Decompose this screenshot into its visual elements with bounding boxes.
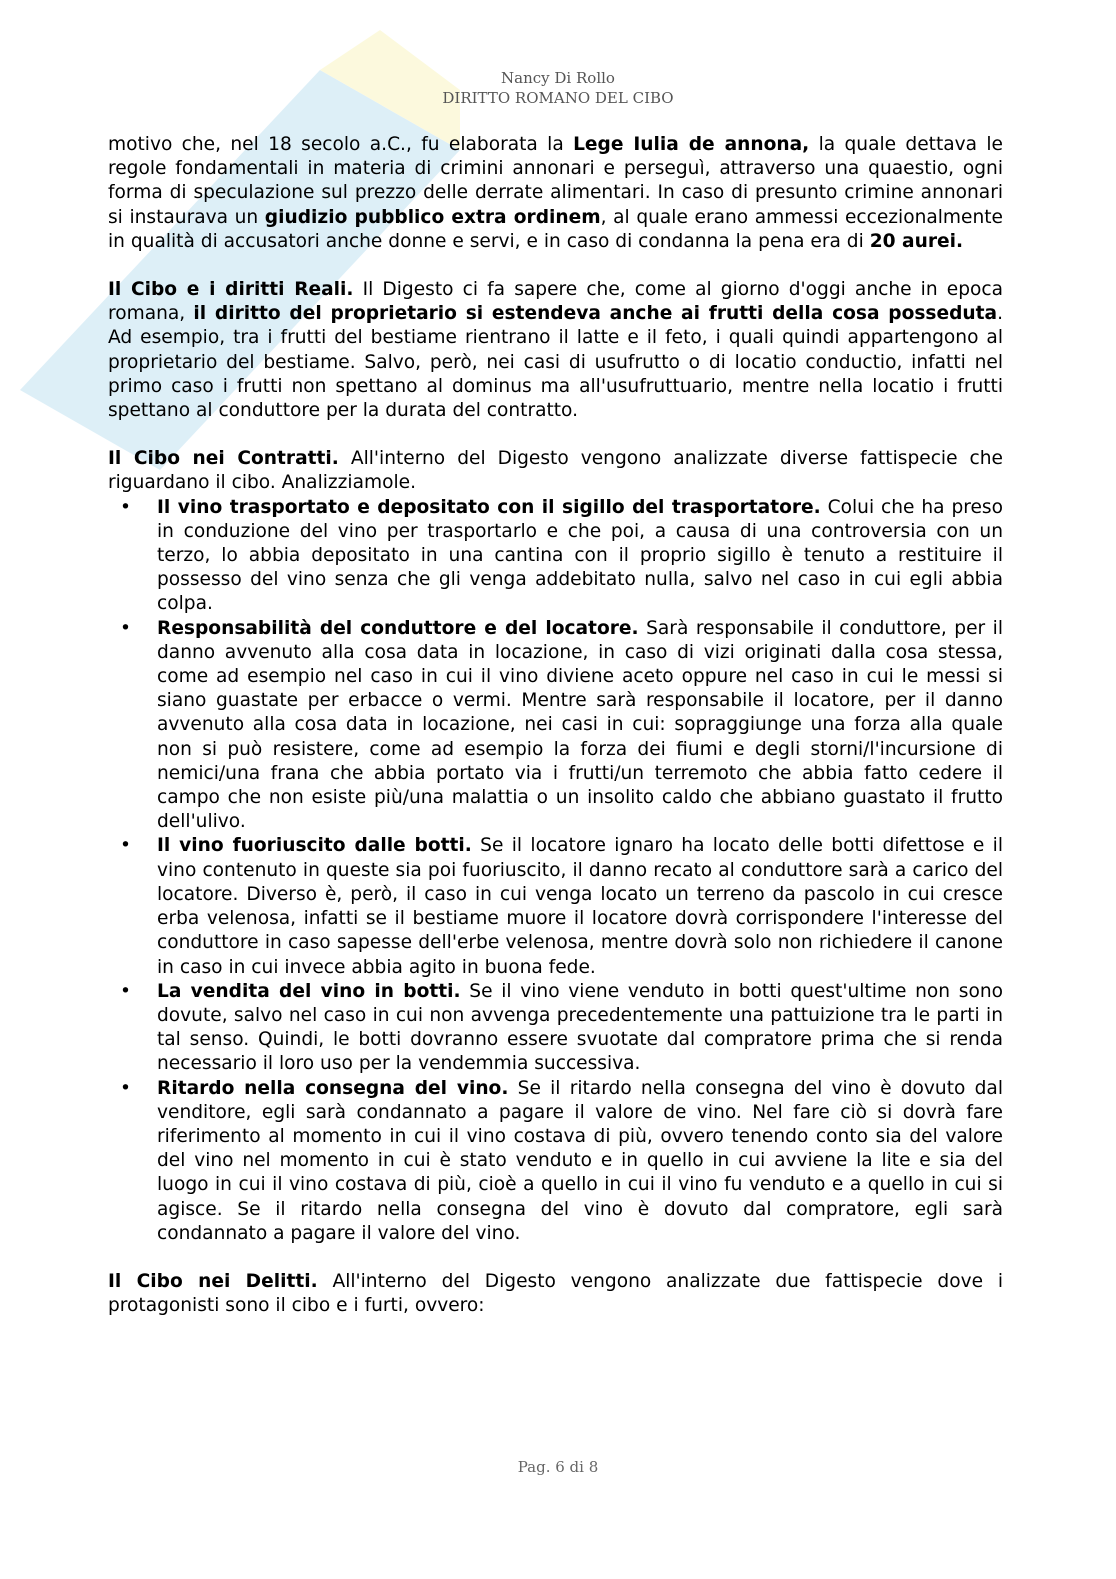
list-item-text: Se il ritardo nella consegna del vino è dovuto dal venditore, egli sarà condannato a pagare il valore de vino. Nel fare ciò si dovrà fare riferimento al momento in cui il vino costava di più, ovvero tenendo conto sia del valore del vino nel momento in cui è stato venduto e in quello in cui avviene la lite e sia del luogo in cui il vino costava di più, cioè a quello in cui il vino fu venduto e a quello in cui si agisce. Se il ritardo nella consegna del vino è dovuto dal compratore, egli sarà condannato a pagare il valore del vino.	[157, 1077, 1003, 1244]
list-item-title: Il vino fuoriuscito dalle botti.	[157, 835, 472, 857]
bullet-icon: •	[120, 617, 131, 639]
list-item	[108, 617, 1003, 835]
bullet-icon: •	[120, 1077, 131, 1099]
delitti-paragraph	[108, 1270, 1003, 1318]
list-item-title: Il vino trasportato e depositato con il sigillo del trasportatore.	[157, 496, 821, 518]
header-course-title: DIRITTO ROMANO DEL CIBO	[442, 89, 674, 107]
list-item-title: Ritardo nella consegna del vino.	[157, 1077, 509, 1099]
list-item	[108, 980, 1003, 1077]
list-item	[108, 1077, 1003, 1246]
list-item-title: La vendita del vino in botti.	[157, 980, 461, 1002]
reali-text-1: Il Digesto ci fa sapere che, come al giorno d'oggi anche in epoca romana,	[108, 279, 1003, 325]
reali-heading: Il Cibo e i diritti Reali.	[108, 279, 354, 301]
list-item-title: Responsabilità del conduttore e del locatore.	[157, 617, 639, 639]
intro-bold-1: Lege Iulia de annona,	[573, 134, 810, 155]
bullet-icon: •	[120, 496, 131, 518]
page-header	[0, 68, 1116, 108]
list-item-text: Sarà responsabile il conduttore, per il danno avvenuto alla cosa data in locazione, in caso di vizi originati dalla cosa stessa, come ad esempio nel caso in cui il vino diviene aceto oppure nel caso in cui le messi si siano guastate per erbacce o vermi. Mentre sarà responsabile il locatore, per il danno avvenuto alla cosa data in locazione, nei casi in cui: sopraggiunge una forza alla quale non si può resistere, come ad esempio la forza dei fiumi e degli storni/l'incursione di nemici/una frana che abbia portato via i frutti/un terremoto che abbia fatto cedere il campo che non esiste più/una malattia o un insolito caldo che abbiano guastato il frutto dell'ulivo.	[157, 617, 1004, 833]
contratti-paragraph	[108, 447, 1003, 495]
reali-bold-1: il diritto del proprietario si estendeva anche ai frutti della cosa posseduta	[193, 303, 998, 325]
intro-paragraph	[108, 133, 1003, 254]
intro-text-3: , al quale erano ammessi eccezionalmente in qualità di accusatori anche donne e servi, e in caso di condanna la pena era di	[108, 206, 1003, 252]
list-item	[108, 496, 1003, 617]
list-item-text: Se il vino viene venduto in botti quest'ultime non sono dovute, salvo nel caso in cui non avvenga precedentemente una pattuizione tra le parti in tal senso. Quindi, le botti dovranno essere svuotate dal compratore prima che si renda necessario il loro uso per la vendemmia successiva.	[157, 980, 1003, 1075]
intro-text-2: la quale dettava le regole fondamentali in materia di crimini annonari e perseguì, attraverso una quaestio, ogni forma di speculazione sul prezzo delle derrate alimentari. In caso di presunto crimine annonari si instaurava un	[108, 134, 1003, 228]
bullet-icon: •	[120, 980, 131, 1002]
contratti-list	[108, 496, 1003, 1246]
list-item-text: Se il locatore ignaro ha locato delle botti difettose e il vino contenuto in queste sia poi fuoriuscito, il danno recato al conduttore sarà a carico del locatore. Diverso è, però, il caso in cui venga locato un terreno da pascolo in cui cresce erba velenosa, infatti se il bestiame muore il locatore dovrà corrispondere l'interesse del conduttore in caso sapesse dell'erbe velenosa, mentre dovrà solo non richiedere il canone in caso in cui invece abbia agito in buona fede.	[157, 835, 1003, 978]
delitti-heading: Il Cibo nei Delitti.	[108, 1270, 318, 1292]
header-author: Nancy Di Rollo	[501, 69, 615, 87]
reali-paragraph	[108, 278, 1003, 423]
intro-text-1: motivo che, nel 18 secolo a.C., fu elaborata la	[108, 134, 574, 155]
bullet-icon: •	[120, 835, 131, 857]
reali-text-2: . Ad esempio, tra i frutti del bestiame rientrano il latte e il feto, i quali quindi appartengono al proprietario del bestiame. Salvo, però, nei casi di usufrutto o di locatio conductio, infatti nel primo caso i frutti non spettano al dominus ma all'usufruttuario, mentre nella locatio i frutti spettano al conduttore per la durata del contratto.	[108, 303, 1003, 422]
intro-bold-3: 20 aurei.	[869, 230, 964, 252]
delitti-text: All'interno del Digesto vengono analizzate due fattispecie dove i protagonisti sono il cibo e i furti, ovvero:	[108, 1270, 1003, 1317]
intro-bold-2: giudizio pubblico extra ordinem	[264, 206, 601, 228]
list-item-text: Colui che ha preso in conduzione del vino per trasportarlo e che poi, a causa di una controversia con un terzo, lo abbia depositato in una cantina con il proprio sigillo è tenuto a restituire il possesso del vino senza che gli venga addebitato nulla, salvo nel caso in cui egli abbia colpa.	[157, 496, 1003, 615]
list-item	[108, 834, 1003, 979]
contratti-heading: Il Cibo nei Contratti.	[108, 448, 339, 470]
page-number: Pag. 6 di 8	[517, 1458, 599, 1476]
document-body	[108, 133, 1003, 1318]
contratti-text: All'interno del Digesto vengono analizzate diverse fattispecie che riguardano il cibo. Analizziamole.	[108, 448, 1003, 494]
